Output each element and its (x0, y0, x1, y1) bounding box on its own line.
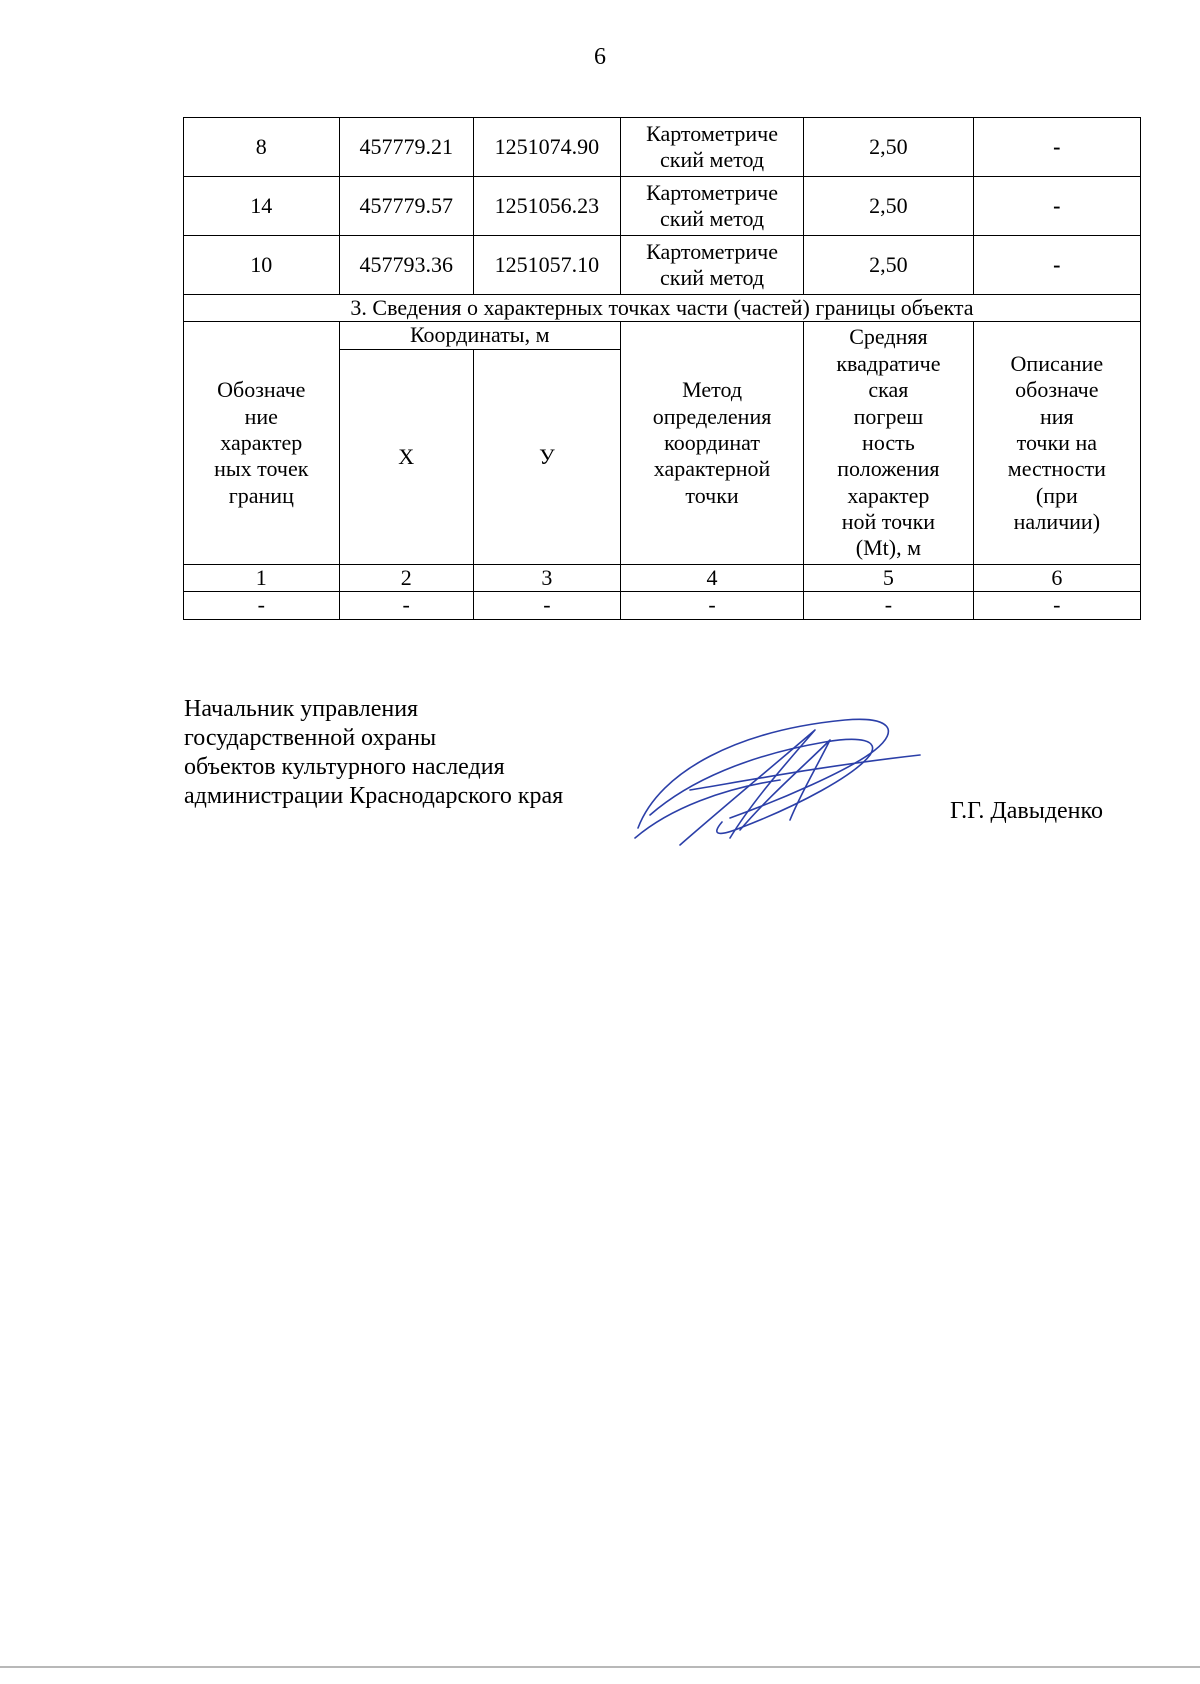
signer-position-line: администрации Краснодарского края (184, 783, 564, 809)
column-number: 5 (804, 564, 973, 591)
scan-edge-line (0, 1666, 1200, 1668)
table-row (184, 236, 1141, 295)
signer-position-line: Начальник управления (184, 696, 419, 722)
empty-cell: - (804, 592, 973, 619)
point-number-cell: 10 (184, 236, 340, 295)
x-coordinate-cell: 457793.36 (339, 236, 473, 295)
designation-header: Обозначе ние характер ных точек границ (184, 322, 340, 564)
column-number: 4 (620, 564, 803, 591)
section-title: 3. Сведения о характерных точках части (частей) границы объекта (184, 295, 1141, 322)
empty-row (184, 592, 1141, 619)
accuracy-cell: 2,50 (804, 118, 973, 177)
description-cell: - (973, 236, 1140, 295)
coordinates-table (183, 117, 1141, 620)
empty-cell: - (973, 592, 1140, 619)
signer-name: Г.Г. Давыденко (950, 798, 1103, 824)
column-number: 6 (973, 564, 1140, 591)
table-row (184, 177, 1141, 236)
x-coordinate-cell: 457779.57 (339, 177, 473, 236)
coordinates-header: Координаты, м (339, 322, 620, 349)
signer-position (184, 695, 563, 811)
point-number-cell: 14 (184, 177, 340, 236)
column-number: 2 (339, 564, 473, 591)
x-header: X (339, 349, 473, 564)
empty-cell: - (473, 592, 620, 619)
y-coordinate-cell: 1251074.90 (473, 118, 620, 177)
y-header: У (473, 349, 620, 564)
method-cell: Картометриче ский метод (620, 177, 803, 236)
accuracy-header: Средняя квадратиче ская погреш ность положения характер ной точки (Mt), м (804, 322, 973, 564)
column-number-row (184, 564, 1141, 591)
signer-position-line: государственной охраны (184, 725, 437, 751)
method-cell: Картометриче ский метод (620, 118, 803, 177)
section-title-row (184, 295, 1141, 322)
empty-cell: - (184, 592, 340, 619)
header-row (184, 322, 1141, 349)
table-row (184, 118, 1141, 177)
page-number: 6 (594, 44, 606, 70)
method-header: Метод определения координат характерной точки (620, 322, 803, 564)
point-number-cell: 8 (184, 118, 340, 177)
description-header: Описание обозначе ния точки на местности (при наличии) (973, 322, 1140, 564)
column-number: 3 (473, 564, 620, 591)
x-coordinate-cell: 457779.21 (339, 118, 473, 177)
handwritten-signature (630, 710, 930, 850)
description-cell: - (973, 118, 1140, 177)
description-cell: - (973, 177, 1140, 236)
accuracy-cell: 2,50 (804, 177, 973, 236)
y-coordinate-cell: 1251057.10 (473, 236, 620, 295)
empty-cell: - (620, 592, 803, 619)
y-coordinate-cell: 1251056.23 (473, 177, 620, 236)
empty-cell: - (339, 592, 473, 619)
method-cell: Картометриче ский метод (620, 236, 803, 295)
column-number: 1 (184, 564, 340, 591)
signer-position-line: объектов культурного наследия (184, 754, 505, 780)
accuracy-cell: 2,50 (804, 236, 973, 295)
